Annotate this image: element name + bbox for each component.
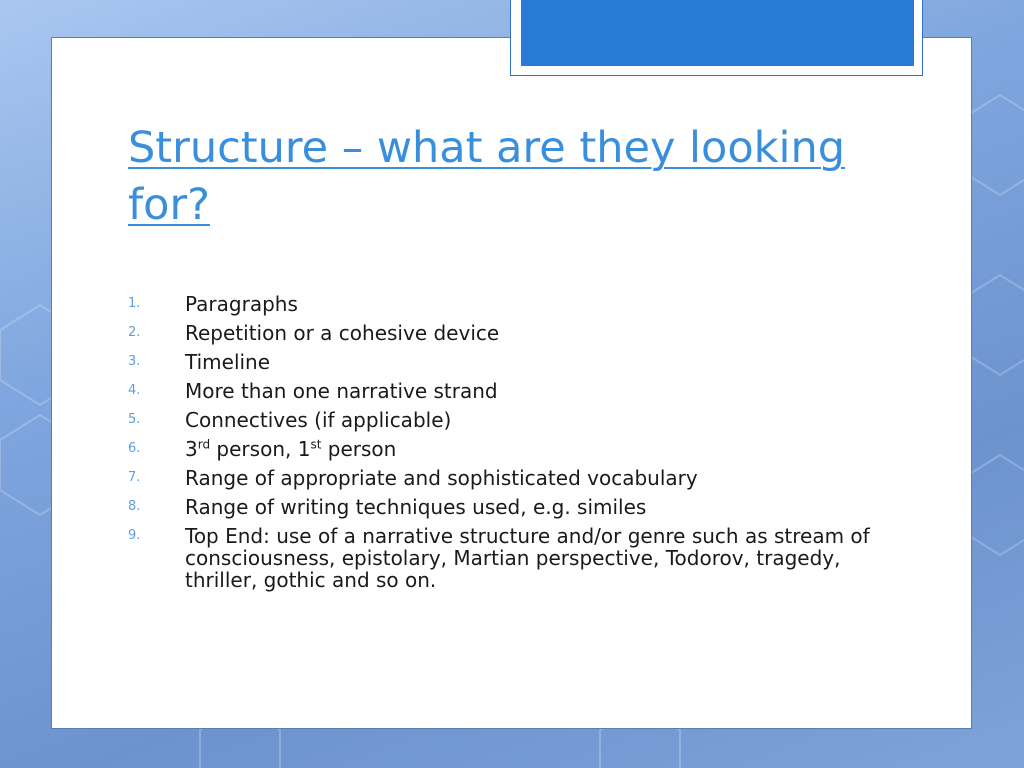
list-item bbox=[128, 436, 888, 461]
list-item bbox=[128, 320, 888, 345]
item-number: 1. bbox=[128, 296, 141, 311]
ordinal-suffix: st bbox=[310, 437, 322, 452]
list-item bbox=[128, 523, 888, 591]
item-number: 4. bbox=[128, 383, 141, 398]
slide-title[interactable]: Structure – what are they looking for? bbox=[128, 123, 846, 230]
item-number: 5. bbox=[128, 412, 141, 427]
list-item bbox=[128, 378, 888, 403]
item-text: Timeline bbox=[185, 350, 271, 374]
list-item bbox=[128, 349, 888, 374]
item-text: Paragraphs bbox=[185, 292, 298, 316]
bullet-list bbox=[128, 291, 888, 595]
item-text: Range of writing techniques used, e.g. similes bbox=[185, 495, 647, 519]
list-item bbox=[128, 291, 888, 316]
accent-tab-fill bbox=[521, 0, 914, 66]
item-text-part: 3 bbox=[185, 437, 198, 461]
item-number: 9. bbox=[128, 528, 141, 543]
item-number: 7. bbox=[128, 470, 141, 485]
item-number: 8. bbox=[128, 499, 141, 514]
item-text: Range of appropriate and sophisticated vocabulary bbox=[185, 466, 698, 490]
item-number: 2. bbox=[128, 325, 141, 340]
list-item bbox=[128, 407, 888, 432]
item-text: Repetition or a cohesive device bbox=[185, 321, 500, 345]
item-text: Top End: use of a narrative structure and/or genre such as stream of consciousness, epistolary, Martian perspective, Todorov, tragedy, thriller, gothic and so on. bbox=[185, 524, 870, 592]
item-text bbox=[185, 436, 888, 460]
item-text-part: person bbox=[321, 437, 397, 461]
ordinal-suffix: rd bbox=[197, 437, 211, 452]
item-text: Connectives (if applicable) bbox=[185, 408, 452, 432]
list-item bbox=[128, 465, 888, 490]
item-number: 6. bbox=[128, 441, 141, 456]
item-text-part: person, 1 bbox=[210, 437, 311, 461]
item-text: More than one narrative strand bbox=[185, 379, 498, 403]
list-item bbox=[128, 494, 888, 519]
item-number: 3. bbox=[128, 354, 141, 369]
